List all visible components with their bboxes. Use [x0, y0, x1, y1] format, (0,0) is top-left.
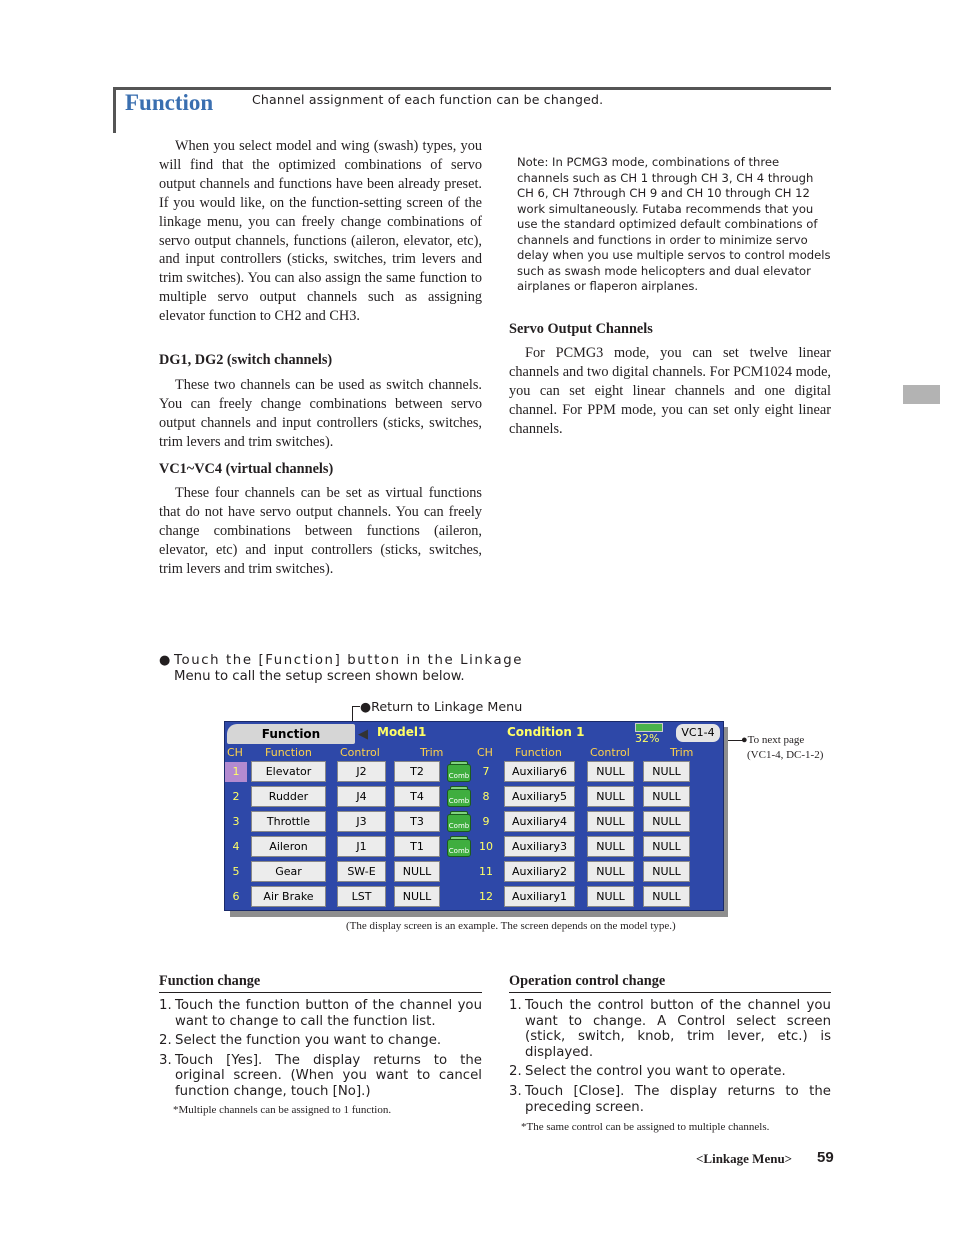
step: 3. Touch [Close]. The display returns to the preceding screen.: [509, 1083, 831, 1115]
return-callout-label: ●Return to Linkage Menu: [360, 699, 523, 714]
channel-number: 11: [479, 865, 493, 878]
next-callout-label: [741, 733, 823, 763]
trim-button[interactable]: NULL: [643, 836, 690, 857]
next-page-button[interactable]: VC1-4: [676, 724, 720, 742]
control-button[interactable]: NULL: [587, 811, 634, 832]
function-button[interactable]: Auxiliary4: [504, 811, 575, 832]
function-button[interactable]: Auxiliary3: [504, 836, 575, 857]
function-button[interactable]: Auxiliary5: [504, 786, 575, 807]
function-setup-screen: [224, 721, 724, 911]
servo-paragraph: For PCMG3 mode, you can set twelve linear channels and two digital channels. For PCM1024 mode, you can set eight linear channels and one digital channel. For PPM mode, you can set only eight linear channels.: [509, 345, 831, 437]
control-button[interactable]: NULL: [587, 861, 634, 882]
function-button[interactable]: Auxiliary2: [504, 861, 575, 882]
control-button[interactable]: LST: [337, 886, 386, 907]
page-number: 59: [817, 1149, 834, 1166]
operation-change-heading: Operation control change: [509, 973, 666, 989]
intro-paragraph: When you select model and wing (swash) types, you will find that the optimized combinations of servo output channels and functions have been already preset. If you would like, on the function-setting screen of the linkage menu, you can freely change combinations of servo output channels, functions (aileron, elevator, etc), and input controllers (sticks, switches, trim levers and trim switches). You can also assign the same function to multiple servo output channels such as assigning elevator function to CH2 and CH3.: [159, 138, 482, 325]
function-change-steps: [159, 998, 482, 1104]
return-icon[interactable]: ◀: [358, 726, 368, 741]
combine-icon[interactable]: [447, 811, 469, 830]
instruction-bullet: ●: [159, 653, 171, 668]
trim-button[interactable]: NULL: [643, 811, 690, 832]
channel-number: 12: [479, 890, 493, 903]
next-callout-line2: (VC1-4, DC-1-2): [747, 749, 824, 761]
trim-button[interactable]: NULL: [394, 886, 440, 907]
control-button[interactable]: J3: [337, 811, 386, 832]
control-button[interactable]: NULL: [587, 886, 634, 907]
step-text: Select the control you want to operate.: [525, 1064, 786, 1080]
combine-icon[interactable]: [447, 786, 469, 805]
header-side-rule: [113, 87, 116, 133]
operation-change-rule: [509, 992, 831, 993]
function-button[interactable]: Auxiliary6: [504, 761, 575, 782]
function-change-footnote: *Multiple channels can be assigned to 1 function.: [173, 1104, 392, 1116]
channel-number: 8: [482, 790, 490, 803]
channel-number: 6: [232, 890, 240, 903]
function-change-rule: [159, 992, 482, 993]
control-button[interactable]: NULL: [587, 761, 634, 782]
column-header-trim-2: Trim: [670, 746, 694, 759]
channel-number: 4: [232, 840, 240, 853]
step: 1. Touch the function button of the channel you want to change to call the function list.: [159, 998, 482, 1029]
next-callout-line1: ●To next page: [741, 734, 805, 746]
trim-button[interactable]: NULL: [643, 786, 690, 807]
trim-button[interactable]: T3: [394, 811, 440, 832]
combine-label: Comb: [447, 814, 471, 832]
trim-button[interactable]: T4: [394, 786, 440, 807]
return-callout-line: [352, 706, 360, 707]
column-header-ch: CH: [227, 746, 243, 759]
function-button[interactable]: Auxiliary1: [504, 886, 575, 907]
combine-icon[interactable]: [447, 761, 469, 780]
instruction-line2: Menu to call the setup screen shown below.: [174, 669, 465, 684]
function-button[interactable]: Elevator: [251, 761, 326, 782]
step-text: Touch [Yes]. The display returns to the original screen. (When you want to cancel function change, touch [No].): [175, 1052, 482, 1099]
condition-name: Condition 1: [507, 725, 585, 739]
combine-label: Comb: [447, 789, 471, 807]
step-text: Touch the function button of the channel you want to change to call the function list.: [175, 998, 482, 1029]
function-button[interactable]: Gear: [251, 861, 326, 882]
pcm-note: Note: In PCMG3 mode, combinations of three channels such as CH 1 through CH 3, CH 4 through CH 6, CH 7through CH 9 and CH 10 through CH 12 work simultaneously. Futaba recommends that you use the standard optimized default combinations of channels and functions in order to minimize servo delay when you use multiple servos to control models such as swash mode helicopters and dual elevator airplanes or flaperon airplanes.: [517, 155, 831, 293]
control-button[interactable]: J1: [337, 836, 386, 857]
trim-button[interactable]: T2: [394, 761, 440, 782]
step: 2. Select the control you want to operate.: [509, 1064, 786, 1080]
dg-paragraph: These two channels can be used as switch channels. You can freely change combinations between servo output channels and input controllers (sticks, switches, trim levers and trim switches).: [159, 377, 482, 450]
combine-label: Comb: [447, 764, 471, 782]
column-header-function-2: Function: [515, 746, 562, 759]
trim-button[interactable]: NULL: [643, 861, 690, 882]
step: 2. Select the function you want to change.: [159, 1033, 442, 1049]
section-tab-marker: [903, 385, 940, 404]
column-header-trim: Trim: [420, 746, 444, 759]
page-subtitle: Channel assignment of each function can be changed.: [252, 92, 604, 107]
battery-percent: 32%: [635, 732, 660, 745]
control-button[interactable]: NULL: [587, 836, 634, 857]
step-text: Touch the control button of the channel you want to change. A Control select screen (stick, switch, knob, trim lever, etc.) is displayed.: [525, 998, 831, 1060]
function-button[interactable]: Air Brake: [251, 886, 326, 907]
control-button[interactable]: NULL: [587, 786, 634, 807]
trim-button[interactable]: NULL: [643, 761, 690, 782]
channel-number: 2: [232, 790, 240, 803]
function-button[interactable]: Rudder: [251, 786, 326, 807]
vc-heading: VC1~VC4 (virtual channels): [159, 461, 334, 477]
channel-number: 1: [225, 762, 247, 782]
control-button[interactable]: SW-E: [337, 861, 386, 882]
column-header-ch-2: CH: [477, 746, 493, 759]
channel-number: 7: [482, 765, 490, 778]
trim-button[interactable]: NULL: [643, 886, 690, 907]
step: 1. Touch the control button of the channel you want to change. A Control select screen (stick, switch, knob, trim lever, etc.) is displayed.: [509, 998, 831, 1060]
servo-heading: Servo Output Channels: [509, 321, 653, 337]
combine-icon[interactable]: [447, 836, 469, 855]
trim-button[interactable]: NULL: [394, 861, 440, 882]
channel-number: 10: [479, 840, 493, 853]
vc-paragraph: These four channels can be set as virtual functions that do not have servo output channels. You can freely change combinations between functions (aileron, elevator, etc) and input controllers (sticks, switches, trim levers and trim switches).: [159, 485, 482, 577]
column-header-control-2: Control: [590, 746, 630, 759]
channel-number: 9: [482, 815, 490, 828]
function-button[interactable]: Aileron: [251, 836, 326, 857]
function-tab[interactable]: Function: [227, 724, 355, 744]
instruction-line1: Touch the [Function] button in the Linkage: [174, 653, 524, 668]
step-text: Select the function you want to change.: [175, 1033, 442, 1049]
trim-button[interactable]: T1: [394, 836, 440, 857]
step-text: Touch [Close]. The display returns to the preceding screen.: [525, 1083, 831, 1115]
column-header-function: Function: [265, 746, 312, 759]
dg-heading: DG1, DG2 (switch channels): [159, 352, 333, 368]
footer-section-label: <Linkage Menu>: [696, 1151, 793, 1166]
function-button[interactable]: Throttle: [251, 811, 326, 832]
model-name: Model1: [377, 725, 427, 739]
function-change-heading: Function change: [159, 973, 261, 989]
battery-icon: [635, 723, 663, 732]
operation-change-steps: [509, 998, 831, 1119]
step: 3. Touch [Yes]. The display returns to the original screen. (When you want to cancel function change, touch [No].): [159, 1052, 482, 1099]
screen-caption: (The display screen is an example. The screen depends on the model type.): [346, 920, 676, 932]
page-title: Function: [125, 90, 214, 115]
combine-label: Comb: [447, 839, 471, 857]
channel-number: 5: [232, 865, 240, 878]
control-button[interactable]: J4: [337, 786, 386, 807]
channel-number: 3: [232, 815, 240, 828]
operation-change-footnote: *The same control can be assigned to multiple channels.: [521, 1121, 770, 1133]
header-rule: [113, 87, 831, 90]
control-button[interactable]: J2: [337, 761, 386, 782]
column-header-control: Control: [340, 746, 380, 759]
